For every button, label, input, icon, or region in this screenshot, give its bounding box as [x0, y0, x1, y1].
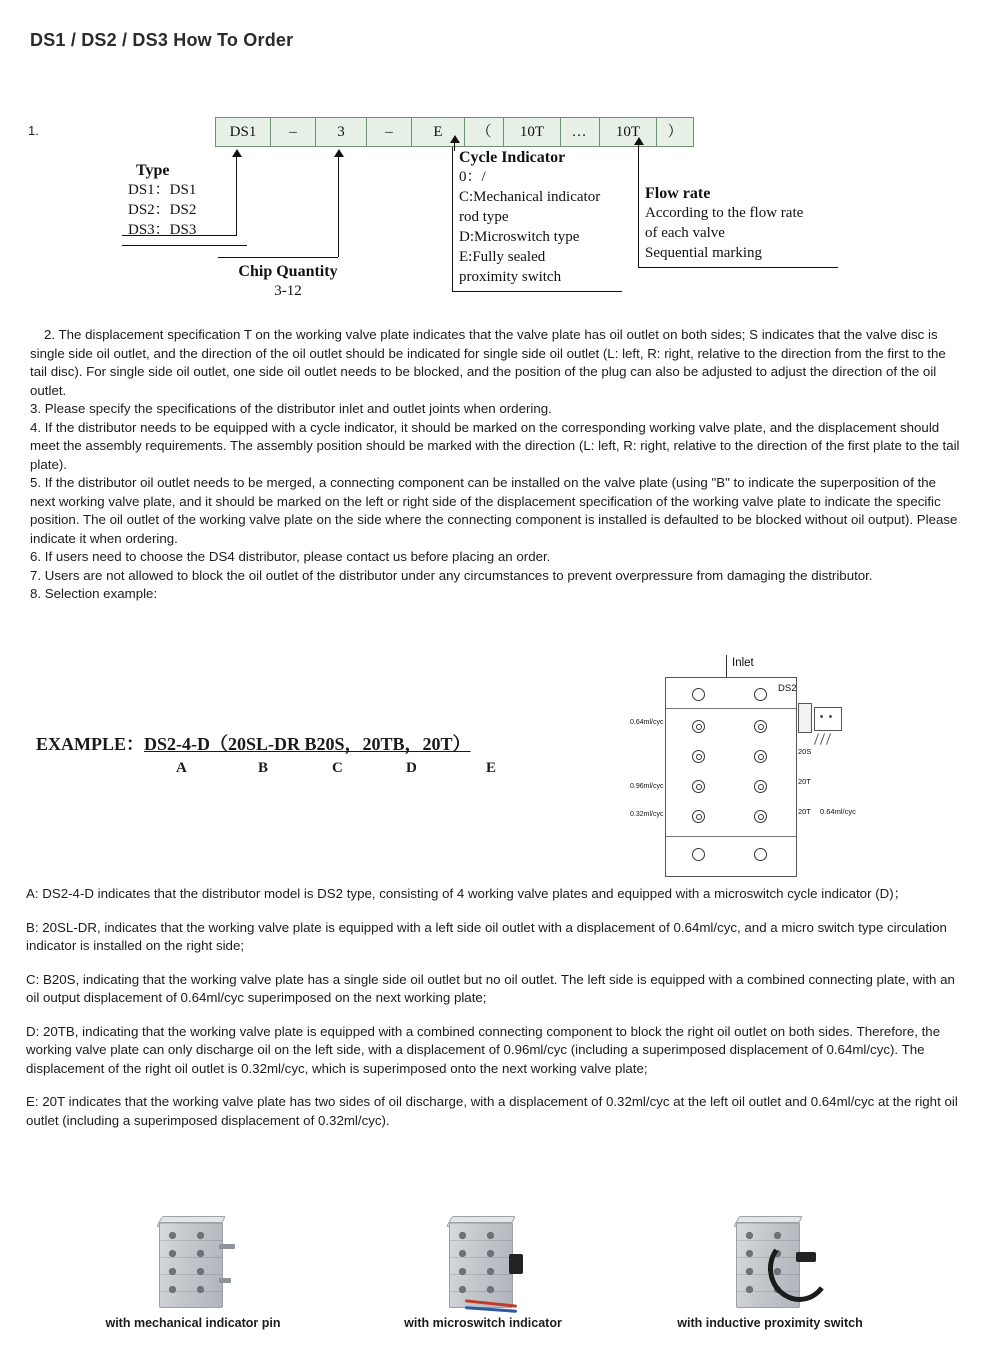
example-letter-d: D — [406, 760, 417, 776]
port-row2-left — [692, 750, 705, 763]
leader-line-chip — [338, 157, 339, 257]
port-row4-left — [692, 810, 705, 823]
distributor-schematic — [630, 655, 860, 877]
example-code: DS2-4-D（20SL-DR B20S，20TB，20T） — [144, 734, 471, 754]
device-port-2 — [197, 1232, 204, 1239]
distributor-image-mechanical — [145, 1218, 241, 1310]
example-letter-a: A — [176, 760, 187, 776]
distributor-image-microswitch — [435, 1218, 531, 1310]
leader-arrow-chip — [334, 149, 344, 157]
port-row2-right — [754, 750, 767, 763]
leader-hline-chip — [218, 257, 338, 258]
example-letter-row — [36, 760, 556, 780]
description-b: B: 20SL-DR, indicates that the working valve plate is equipped with a left side oil outlet with a displacement of 0.64ml/cyc, and a micro switch type circulation indicator is installed on the right side; — [26, 919, 947, 953]
connector-block — [798, 703, 812, 733]
callout-cycle-line-2: C:Mechanical indicator — [459, 189, 601, 205]
callout-flow-line-3: Sequential marking — [645, 245, 763, 261]
callout-cycle-line-5: E:Fully sealed — [459, 249, 546, 265]
plate-divider-1 — [666, 708, 796, 709]
device-port-1 — [169, 1232, 176, 1239]
callout-type-title: Type — [136, 162, 170, 179]
callout-flow-title: Flow rate — [645, 185, 711, 202]
port-bottom-right — [754, 848, 767, 861]
code-cell-dash-2: – — [367, 118, 412, 146]
code-cell-flow-2: 10T — [600, 118, 657, 146]
device-port-5 — [169, 1268, 176, 1275]
switch-lead-2 — [820, 733, 825, 745]
inlet-label: Inlet — [732, 657, 754, 669]
callout-type — [122, 160, 254, 242]
code-cell-type: DS1 — [216, 118, 271, 146]
code-cell-chip-quantity: 3 — [316, 118, 367, 146]
order-code-diagram — [0, 105, 990, 320]
device-port-7 — [169, 1286, 176, 1293]
leader-arrow-cycle — [450, 135, 460, 143]
example-block — [36, 730, 556, 780]
callout-cycle-line-4: D:Microswitch type — [459, 229, 580, 245]
photo-caption-mechanical: with mechanical indicator pin — [105, 1316, 281, 1330]
device2-port-4 — [487, 1250, 494, 1257]
left-label-2: 0.96ml/cyc — [630, 783, 664, 790]
page-title: DS1 / DS2 / DS3 How To Order — [30, 30, 294, 50]
product-photo-mechanical — [58, 1218, 328, 1330]
mechanical-indicator-pin — [219, 1244, 235, 1249]
product-photo-proximity — [620, 1218, 920, 1330]
device2-port-5 — [459, 1268, 466, 1275]
callout-type-underline — [122, 245, 247, 246]
switch-terminal-1 — [820, 715, 823, 718]
right-label-3: 20T — [798, 777, 811, 786]
device2-port-3 — [459, 1250, 466, 1257]
description-list — [26, 885, 962, 1145]
example-letter-b: B — [258, 760, 269, 776]
port-row3-right — [754, 780, 767, 793]
note-4: 4. If the distributor needs to be equipped with a cycle indicator, it should be marked on the corresponding working valve plate, and the displacement should meet the assembly requirements. The assembly position should be marked with the direction (L: left, R: right, relative to the direction of the first plate to the tail plate). — [30, 419, 960, 472]
callout-cycle-line-6: proximity switch — [459, 269, 562, 285]
right-label-5: 0.64ml/cyc — [820, 807, 856, 816]
leader-arrow-flow — [634, 137, 644, 145]
callout-cycle-title: Cycle Indicator — [459, 149, 566, 166]
callout-chip-value: 3-12 — [274, 283, 302, 299]
port-row3-left — [692, 780, 705, 793]
device3-port-5 — [746, 1268, 753, 1275]
distributor-image-proximity — [722, 1218, 818, 1310]
port-top-right — [754, 688, 767, 701]
description-e: E: 20T indicates that the working valve plate has two sides of oil discharge, with a displacement of 0.32ml/cyc at the left oil outlet and 0.64ml/cyc at the right oil outlet (including a superimposed displacement of 0.32ml/cyc). — [26, 1094, 958, 1128]
example-letter-e: E — [486, 760, 497, 776]
switch-lead-3 — [826, 733, 831, 745]
code-cell-cycle-indicator: E — [412, 118, 465, 146]
item-number: 1. — [28, 123, 39, 138]
outlet-fitting — [219, 1278, 231, 1283]
callout-cycle-line-1: 0：/ — [459, 169, 486, 185]
note-6: 6. If users need to choose the DS4 distributor, please contact us before placing an order. — [30, 549, 551, 564]
code-cell-paren-close: ） — [657, 118, 693, 146]
right-label-4: 20T — [798, 807, 811, 816]
photo-caption-proximity: with inductive proximity switch — [677, 1316, 863, 1330]
device3-port-3 — [746, 1250, 753, 1257]
device-port-8 — [197, 1286, 204, 1293]
note-8: 8. Selection example: — [30, 586, 158, 601]
switch-lead-1 — [814, 733, 819, 745]
device2-port-6 — [487, 1268, 494, 1275]
device3-port-2 — [774, 1232, 781, 1239]
description-a: A: DS2-4-D indicates that the distributor model is DS2 type, consisting of 4 working valve plates and equipped with a microswitch cycle indicator (D)； — [26, 886, 907, 901]
callout-cycle-line-3: rod type — [459, 209, 509, 225]
note-2: 2. The displacement specification T on the working valve plate indicates that the valve plate has oil outlet on both sides; S indicates that the valve disc is single side oil outlet, and the direction of the oil outlet should be indicated for single side oil outlet (L: left, R: right, relative to the direction from the first to the tail disc). For single side oil outlet, one side oil outlet needs to be blocked, and the position of the plug can also be adjusted to adjust the direction of the oil outlet. — [30, 327, 946, 398]
left-label-1: 0.64ml/cyc — [630, 719, 664, 726]
device2-port-7 — [459, 1286, 466, 1293]
description-d: D: 20TB, indicating that the working valve plate is equipped with a combined connecting component to block the right oil outlet on both sides. Therefore, the working valve plate can only discharge oil on the left side, with a displacement of 0.96ml/cyc (including a superimposed displacement of 0.64ml/cyc). The displacement of the right oil outlet is 0.32ml/cyc, which is superimposed onto the next working valve plate; — [26, 1023, 941, 1076]
code-cell-flow-1: 10T — [504, 118, 561, 146]
port-bottom-left — [692, 848, 705, 861]
callout-type-line-1: DS1：DS1 — [128, 182, 197, 198]
product-photo-row — [0, 1218, 990, 1368]
note-3: 3. Please specify the specifications of the distributor inlet and outlet joints when ordering. — [30, 401, 552, 416]
device-port-3 — [169, 1250, 176, 1257]
port-row1-right — [754, 720, 767, 733]
left-label-3: 0.32ml/cyc — [630, 811, 664, 818]
right-label-2: 20S — [798, 747, 812, 756]
notes-list — [30, 326, 960, 604]
leader-line-flow — [638, 145, 639, 187]
callout-flow-line-2: of each valve — [645, 225, 725, 241]
callout-flow-line-1: According to the flow rate — [645, 205, 804, 221]
device3-port-7 — [746, 1286, 753, 1293]
plate-divider-2 — [666, 836, 796, 837]
callout-cycle-indicator — [452, 147, 622, 292]
device2-port-2 — [487, 1232, 494, 1239]
description-c: C: B20S, indicating that the working valve plate has a single side oil outlet but no oil outlet. The left side is equipped with a combined connecting plate, with an oil output displacement of 0.64ml/cyc superimposed on the next working plate; — [26, 971, 955, 1005]
device3-port-1 — [746, 1232, 753, 1239]
leader-arrow-type — [232, 149, 242, 157]
example-letter-c: C — [332, 760, 343, 776]
valve-plate-body — [665, 677, 797, 877]
callout-type-line-2: DS2：DS2 — [128, 202, 197, 218]
switch-terminal-2 — [829, 715, 832, 718]
code-cell-ellipsis: … — [561, 118, 600, 146]
example-line — [36, 730, 556, 756]
callout-flow-rate — [638, 183, 838, 268]
port-row4-right — [754, 810, 767, 823]
device-port-4 — [197, 1250, 204, 1257]
callout-chip-title: Chip Quantity — [238, 263, 338, 280]
callout-type-line-3: DS3：DS3 — [128, 222, 197, 238]
switch-housing — [814, 707, 842, 731]
microswitch-body — [509, 1254, 523, 1274]
model-label: DS2 — [778, 683, 797, 694]
note-5: 5. If the distributor oil outlet needs to be merged, a connecting component can be installed on the valve plate (using "B" to indicate the superposition of the next working valve plate, and it should be marked on the left or right side of the displacement specification of the working valve plate to indicate the specific position. The oil outlet of the working valve plate on the side where the connecting component is installed is defaulted to be blocked without oil output). Please indicate it when ordering. — [30, 475, 958, 546]
callout-chip-quantity — [218, 263, 358, 301]
example-label: EXAMPLE： — [36, 734, 144, 754]
code-cell-dash-1: – — [271, 118, 316, 146]
device2-port-8 — [487, 1286, 494, 1293]
device-port-6 — [197, 1268, 204, 1275]
photo-caption-microswitch: with microswitch indicator — [404, 1316, 562, 1330]
device2-port-1 — [459, 1232, 466, 1239]
port-top-left — [692, 688, 705, 701]
product-photo-microswitch — [348, 1218, 618, 1330]
port-row1-left — [692, 720, 705, 733]
note-7: 7. Users are not allowed to block the oil outlet of the distributor under any circumstances to prevent overpressure from damaging the distributor. — [30, 567, 873, 583]
code-cell-paren-open: （ — [465, 118, 504, 146]
